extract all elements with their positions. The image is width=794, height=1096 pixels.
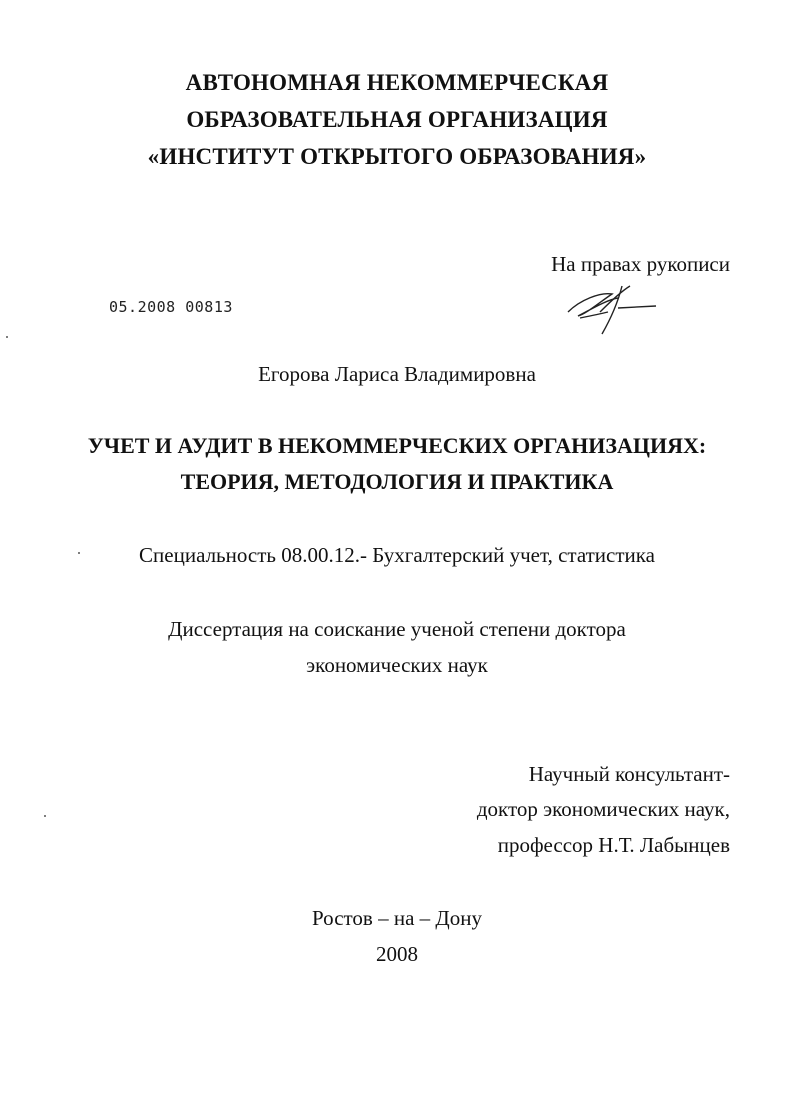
organization-line-1: АВТОНОМНАЯ НЕКОММЕРЧЕСКАЯ — [185, 70, 609, 95]
scan-speck — [6, 336, 8, 338]
specialty: Специальность 08.00.12.- Бухгалтерский учет, статистика — [139, 543, 655, 567]
registration-number: 05.2008 00813 — [109, 298, 233, 316]
consultant-line-1: Научный консультант- — [528, 762, 730, 786]
degree-line-1: Диссертация на соискание ученой степени доктора — [168, 617, 626, 641]
consultant-line-3: профессор Н.Т. Лабынцев — [497, 833, 730, 857]
signature-icon — [560, 282, 670, 336]
author-name: Егорова Лариса Владимировна — [258, 362, 536, 386]
manuscript-note: На правах рукописи — [551, 252, 730, 276]
consultant-line-2: доктор экономических наук, — [476, 797, 730, 821]
thesis-title-line-1: УЧЕТ И АУДИТ В НЕКОММЕРЧЕСКИХ ОРГАНИЗАЦИЯХ: — [87, 433, 707, 458]
thesis-title-line-2: ТЕОРИЯ, МЕТОДОЛОГИЯ И ПРАКТИКА — [180, 469, 614, 494]
scan-speck — [78, 552, 80, 554]
scan-speck — [44, 815, 46, 817]
organization-line-3: «ИНСТИТУТ ОТКРЫТОГО ОБРАЗОВАНИЯ» — [147, 144, 647, 169]
organization-line-2: ОБРАЗОВАТЕЛЬНАЯ ОРГАНИЗАЦИЯ — [186, 107, 608, 132]
degree-line-2: экономических наук — [306, 653, 488, 677]
city: Ростов – на – Дону — [312, 906, 482, 930]
year: 2008 — [376, 942, 418, 966]
